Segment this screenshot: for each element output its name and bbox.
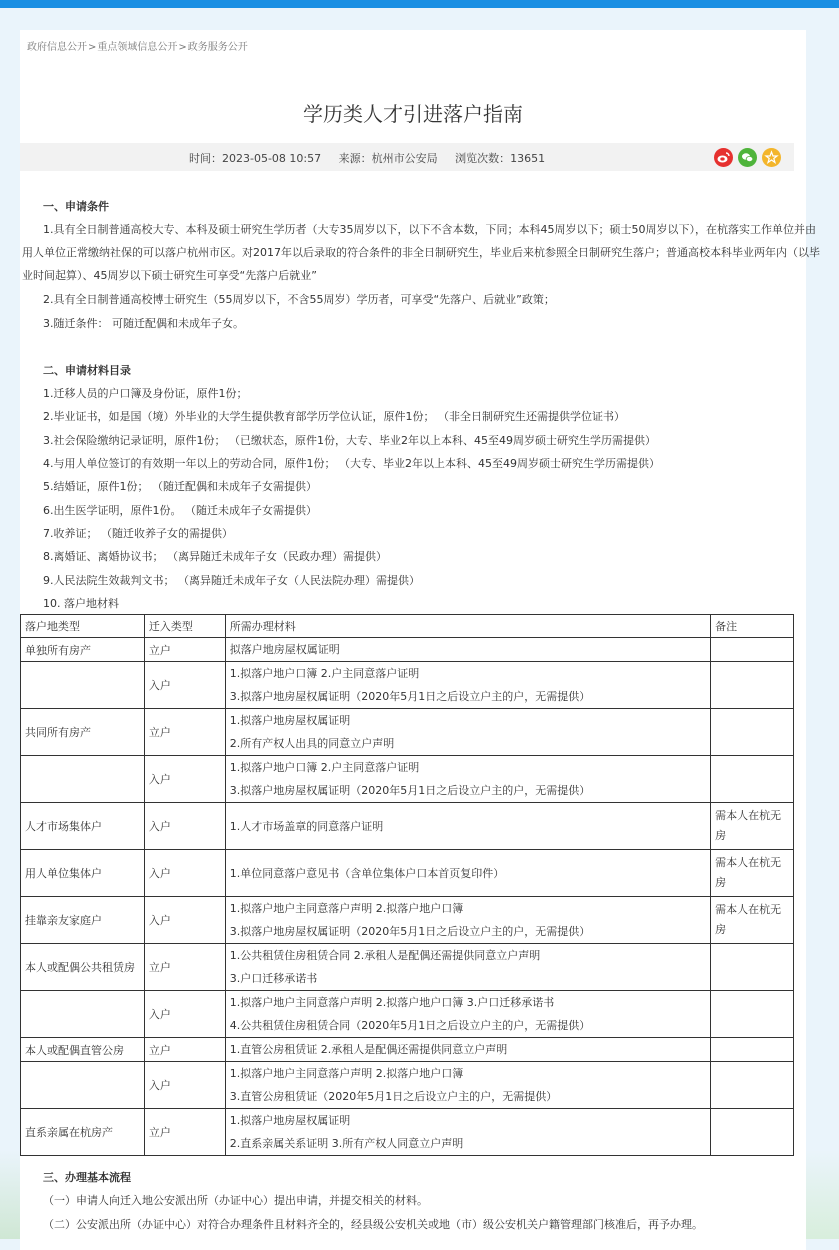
- condition-paragraph-2: 2.具有全日制普通高校博士研究生（55周岁以下，不含55周岁）学历者，可享受“先落户、后就业”政策；: [43, 293, 555, 306]
- settlement-type-cell: 本人或配偶公共租赁房: [21, 944, 145, 991]
- material-line: 拟落户地房屋权属证明: [229, 643, 340, 656]
- note-cell: [711, 709, 794, 756]
- condition-paragraph-3: 3.随迁条件： 可随迁配偶和未成年子女。: [43, 317, 244, 330]
- settlement-type-cell: [21, 662, 145, 709]
- publish-time-label: 时间：: [189, 152, 222, 165]
- table-row: [21, 1062, 794, 1109]
- table-row: [21, 991, 794, 1038]
- materials-cell: [225, 1038, 710, 1062]
- material-line: 2.直系亲属关系证明 3.所有产权人同意立户声明: [229, 1137, 464, 1150]
- materials-cell: [225, 1109, 710, 1156]
- note-cell: 需本人在杭无房: [711, 803, 794, 850]
- view-count: [455, 152, 545, 165]
- settlement-type-cell: [21, 991, 145, 1038]
- settlement-type-cell: 本人或配偶直管公房: [21, 1038, 145, 1062]
- note-cell: [711, 638, 794, 662]
- material-line: 1.单位同意落户意见书（含单位集体户口本首页复印件）: [229, 866, 505, 880]
- materials-cell: [225, 850, 710, 897]
- article-meta-bar: [20, 143, 794, 171]
- settlement-type-cell: [21, 1062, 145, 1109]
- material-line: 1.直管公房租赁证 2.承租人是配偶还需提供同意立户声明: [229, 1043, 508, 1056]
- note-cell: [711, 1109, 794, 1156]
- material-item: 5.结婚证，原件1份； （随迁配偶和未成年子女需提供）: [43, 480, 317, 493]
- table-row: [21, 850, 794, 897]
- top-accent-bar: [0, 0, 839, 8]
- breadcrumb-link-key-areas[interactable]: 重点领域信息公开: [97, 42, 178, 53]
- material-line: 3.拟落户地房屋权属证明（2020年5月1日之后设立户主的户，无需提供）: [229, 784, 591, 797]
- table-row: [21, 662, 794, 709]
- view-count-value: 13651: [510, 152, 546, 165]
- move-type-cell: 立户: [144, 944, 225, 991]
- settlement-type-cell: 人才市场集体户: [21, 803, 145, 850]
- note-cell: 需本人在杭无房: [711, 850, 794, 897]
- move-type-cell: 入户: [144, 662, 225, 709]
- table-row: [21, 1109, 794, 1156]
- table-row: [21, 944, 794, 991]
- move-type-cell: 入户: [144, 803, 225, 850]
- material-item: 2.毕业证书，如是国（境）外毕业的大学生提供教育部学历学位认证，原件1份； （非全日制研究生还需提供学位证书）: [43, 410, 625, 423]
- material-item: 3.社会保险缴纳记录证明，原件1份； （已缴状态，原件1份，大专、毕业2年以上本科、45至49周岁硕士研究生学历需提供）: [43, 434, 656, 447]
- materials-cell: [225, 638, 710, 662]
- section-heading-conditions: 一、申请条件: [43, 200, 109, 213]
- table-row: [21, 803, 794, 850]
- article-source: [339, 152, 438, 165]
- condition-paragraph-1-line-3: 业时间起算）、45周岁以下硕士研究生可享受“先落户后就业”: [22, 269, 317, 282]
- publish-time-value: 2023-05-08 10:57: [222, 152, 322, 165]
- move-type-cell: 入户: [144, 897, 225, 944]
- table-header-cell: 落户地类型: [21, 615, 145, 638]
- table-header-cell: 备注: [711, 615, 794, 638]
- material-line: 2.所有产权人出具的同意立户声明: [229, 737, 395, 750]
- wechat-icon[interactable]: [738, 148, 757, 167]
- move-type-cell: 入户: [144, 756, 225, 803]
- note-cell: [711, 756, 794, 803]
- table-row: [21, 756, 794, 803]
- process-step-2: （二）公安派出所（办证中心）对符合办理条件且材料齐全的，经县级公安机关或地（市）级公安机关户籍管理部门核准后，再予办理。: [43, 1218, 703, 1231]
- note-cell: [711, 1062, 794, 1109]
- article-source-value: 杭州市公安局: [371, 152, 438, 165]
- table-header-cell: 迁入类型: [144, 615, 225, 638]
- materials-cell: [225, 756, 710, 803]
- material-item: 7.收养证； （随迁收养子女的需提供）: [43, 527, 233, 540]
- material-line: 3.直管公房租赁证（2020年5月1日之后设立户主的户，无需提供）: [229, 1090, 558, 1103]
- breadcrumb-separator: >: [88, 42, 97, 53]
- materials-cell: [225, 709, 710, 756]
- breadcrumb-separator: >: [178, 42, 187, 53]
- table-row: [21, 638, 794, 662]
- material-line: 1.拟落户地户主同意落户声明 2.拟落户地户口簿: [229, 1067, 464, 1080]
- material-line: 1.拟落户地房屋权属证明: [229, 1114, 351, 1127]
- material-item: 9.人民法院生效裁判文书； （离异随迁未成年子女（人民法院办理）需提供）: [43, 574, 420, 587]
- material-item: 6.出生医学证明，原件1份。 （随迁未成年子女需提供）: [43, 504, 317, 517]
- materials-cell: [225, 662, 710, 709]
- settlement-type-cell: 共同所有房产: [21, 709, 145, 756]
- material-line: 3.拟落户地房屋权属证明（2020年5月1日之后设立户主的户，无需提供）: [229, 690, 591, 703]
- publish-time: [189, 152, 321, 165]
- material-item: 1.迁移人员的户口簿及身份证，原件1份；: [43, 387, 248, 400]
- background-decoration-left: [0, 1150, 20, 1239]
- process-step-1: （一）申请人向迁入地公安派出所（办证中心）提出申请，并提交相关的材料。: [43, 1194, 428, 1207]
- article-card: [20, 30, 820, 1250]
- page-title: 学历类人才引进落户指南: [303, 102, 523, 126]
- breadcrumb-link-gov-info[interactable]: 政府信息公开: [27, 42, 87, 53]
- materials-cell: [225, 1062, 710, 1109]
- material-line: 3.拟落户地房屋权属证明（2020年5月1日之后设立户主的户，无需提供）: [229, 925, 591, 938]
- material-line: 1.拟落户地户主同意落户声明 2.拟落户地户口簿 3.户口迁移承诺书: [229, 996, 555, 1009]
- material-line: 1.公共租赁住房租赁合同 2.承租人是配偶还需提供同意立户声明: [229, 949, 541, 962]
- materials-cell: [225, 803, 710, 850]
- move-type-cell: 入户: [144, 850, 225, 897]
- material-line: 1.拟落户地户口簿 2.户主同意落户证明: [229, 667, 420, 680]
- table-header-row: [21, 615, 794, 638]
- material-item: 8.离婚证、离婚协议书； （离异随迁未成年子女（民政办理）需提供）: [43, 550, 387, 563]
- table-row: [21, 897, 794, 944]
- materials-cell: [225, 897, 710, 944]
- article-meta-text: [189, 150, 559, 166]
- table-row: [21, 1038, 794, 1062]
- materials-cell: [225, 991, 710, 1038]
- section-heading-materials: 二、申请材料目录: [43, 364, 131, 377]
- move-type-cell: 立户: [144, 1109, 225, 1156]
- condition-paragraph-1-line-1: 1.具有全日制普通高校大专、本科及硕士研究生学历者（大专35周岁以下，以下不含本数，下同；本科45周岁以下；硕士50周岁以下），在杭落实工作单位并由: [43, 223, 816, 236]
- material-line: 1.人才市场盖章的同意落户证明: [229, 819, 384, 833]
- note-cell: [711, 991, 794, 1038]
- settlement-type-cell: 直系亲属在杭房产: [21, 1109, 145, 1156]
- background-decoration-right: [806, 1150, 839, 1239]
- move-type-cell: 立户: [144, 709, 225, 756]
- move-type-cell: 立户: [144, 638, 225, 662]
- move-type-cell: 入户: [144, 991, 225, 1038]
- material-item: 4.与用人单位签订的有效期一年以上的劳动合同，原件1份； （大专、毕业2年以上本科、45至49周岁硕士研究生学历需提供）: [43, 457, 660, 470]
- breadcrumb: [27, 38, 248, 53]
- breadcrumb-link-gov-services[interactable]: 政务服务公开: [187, 42, 248, 53]
- settlement-type-cell: 挂靠亲友家庭户: [21, 897, 145, 944]
- material-line: 3.户口迁移承诺书: [229, 972, 318, 985]
- table-header-cell: 所需办理材料: [225, 615, 710, 638]
- table-row: [21, 709, 794, 756]
- material-line: 1.拟落户地房屋权属证明: [229, 714, 351, 727]
- section-heading-process: 三、办理基本流程: [43, 1171, 131, 1184]
- settlement-materials-table: [20, 614, 794, 1156]
- move-type-cell: 入户: [144, 1062, 225, 1109]
- material-line: 4.公共租赁住房租赁合同（2020年5月1日之后设立户主的户，无需提供）: [229, 1019, 591, 1032]
- star-icon[interactable]: [762, 148, 781, 167]
- material-line: 1.拟落户地户主同意落户声明 2.拟落户地户口簿: [229, 902, 464, 915]
- note-cell: [711, 1038, 794, 1062]
- settlement-type-cell: 单独所有房产: [21, 638, 145, 662]
- view-count-label: 浏览次数：: [455, 152, 511, 165]
- weibo-icon[interactable]: [714, 148, 733, 167]
- material-line: 1.拟落户地户口簿 2.户主同意落户证明: [229, 761, 420, 774]
- note-cell: 需本人在杭无房: [711, 897, 794, 944]
- materials-cell: [225, 944, 710, 991]
- note-cell: [711, 662, 794, 709]
- material-item: 10. 落户地材料: [43, 597, 119, 610]
- condition-paragraph-1-line-2: 用人单位正常缴纳社保的可以落户杭州市区。对2017年以后录取的符合条件的非全日制研究生，毕业后来杭参照全日制研究生落户；普通高校本科毕业两年内（以毕: [22, 246, 820, 259]
- note-cell: [711, 944, 794, 991]
- article-source-label: 来源：: [338, 152, 372, 165]
- settlement-type-cell: 用人单位集体户: [21, 850, 145, 897]
- settlement-type-cell: [21, 756, 145, 803]
- move-type-cell: 立户: [144, 1038, 225, 1062]
